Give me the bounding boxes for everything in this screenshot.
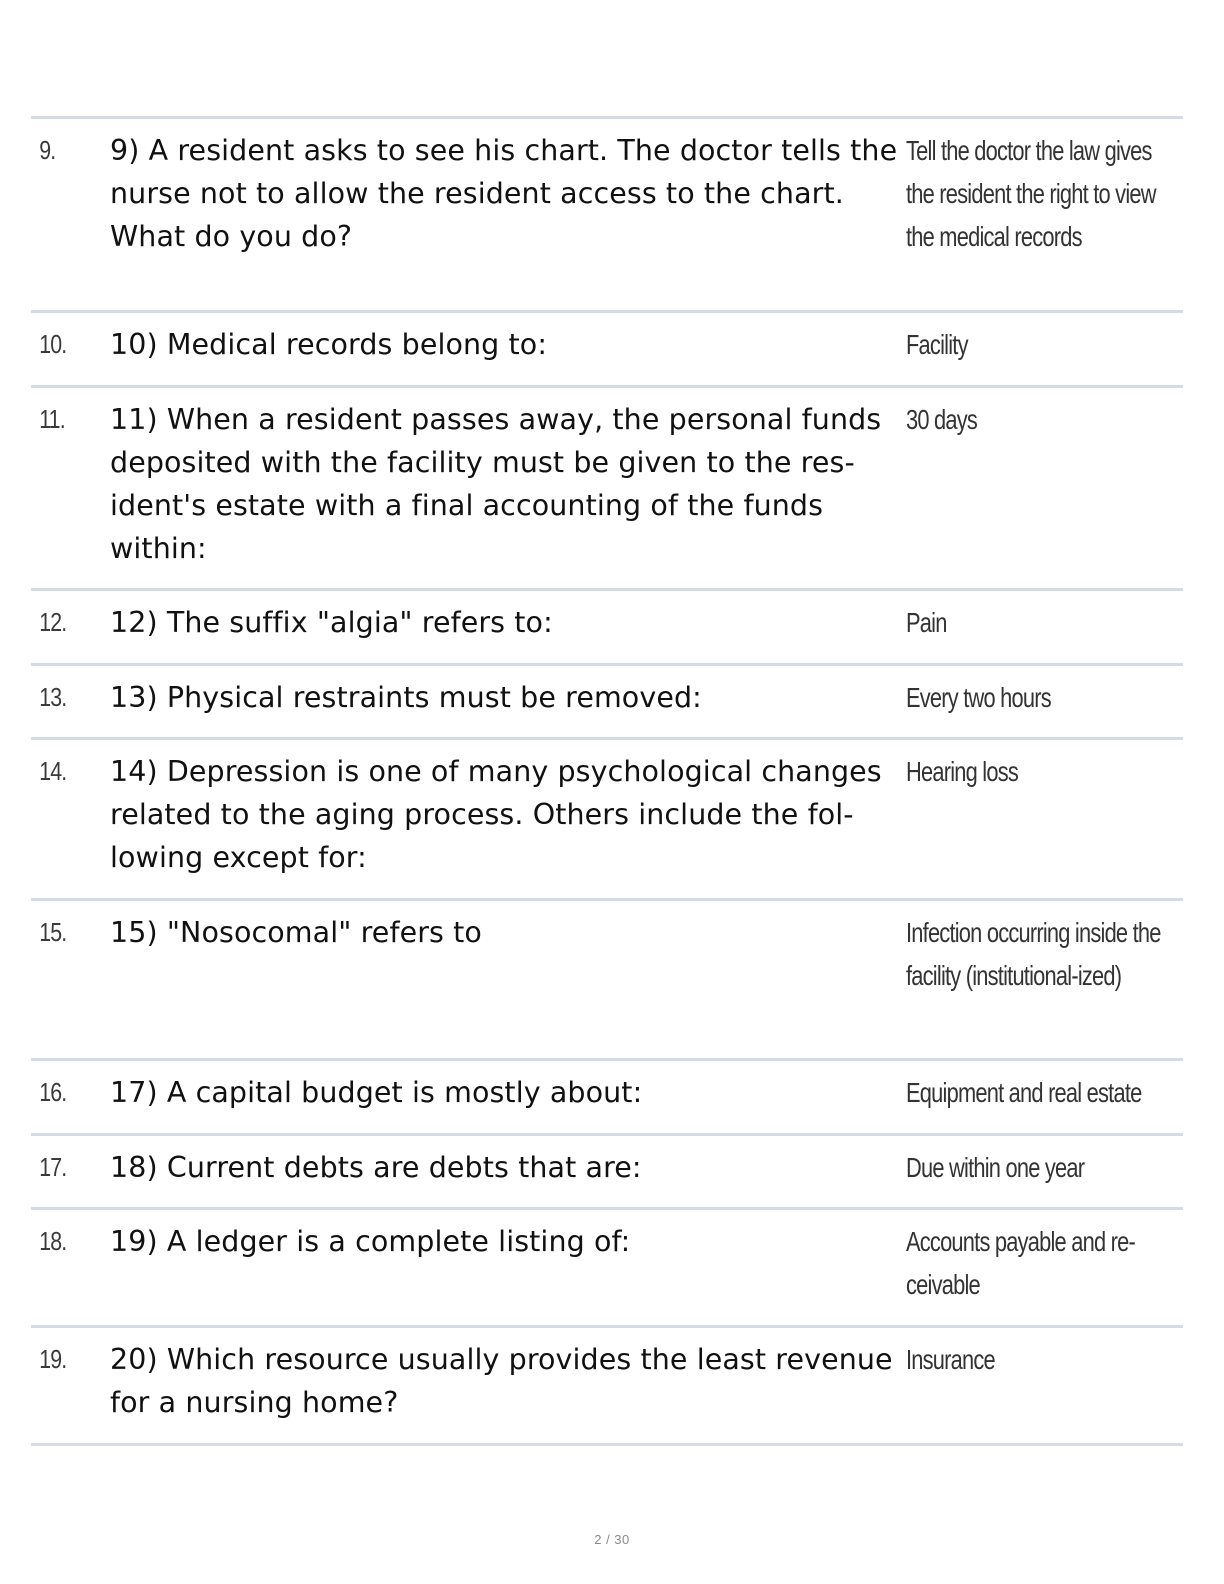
row-number: 10. — [39, 329, 67, 359]
row-number: 18. — [39, 1226, 67, 1256]
row-number: 12. — [39, 607, 67, 637]
row-number: 17. — [39, 1152, 67, 1182]
question-text: 17) A capital budget is mostly about: — [110, 1076, 643, 1109]
answer-text: Infection occurring inside the facility (institutional-ized) — [906, 917, 1161, 991]
row-number: 16. — [39, 1077, 67, 1107]
table-row — [31, 1328, 1183, 1446]
row-number: 15. — [39, 917, 67, 947]
answer-text: Pain — [906, 607, 947, 638]
question-text: 11) When a resident passes away, the personal funds deposited with the facility must be given to the res-ident's estate with a final accounting of the funds within: — [110, 403, 882, 565]
answer-text: Insurance — [906, 1344, 995, 1375]
answer-text: Hearing loss — [906, 756, 1019, 787]
table-row — [31, 1061, 1183, 1136]
answer-text: Every two hours — [906, 682, 1051, 713]
question-text: 10) Medical records belong to: — [110, 328, 548, 361]
table-row — [31, 1136, 1183, 1210]
table-row — [31, 591, 1183, 666]
answer-text: Equipment and real estate — [906, 1077, 1142, 1108]
question-text: 18) Current debts are debts that are: — [110, 1151, 642, 1184]
qa-list — [31, 116, 1183, 1446]
question-text: 14) Depression is one of many psychological changes related to the aging process. Others include the fol-lowing except for: — [110, 755, 882, 874]
answer-text: 30 days — [906, 404, 978, 435]
row-number: 14. — [39, 756, 67, 786]
question-text: 20) Which resource usually provides the least revenue for a nursing home? — [110, 1343, 893, 1419]
row-number: 9. — [39, 135, 56, 165]
answer-text: Accounts payable and re-ceivable — [906, 1226, 1135, 1300]
table-row — [31, 313, 1183, 388]
page-number: 2 / 30 — [594, 1532, 630, 1547]
table-row — [31, 901, 1183, 1061]
table-row — [31, 666, 1183, 740]
table-row — [31, 740, 1183, 901]
question-text: 13) Physical restraints must be removed: — [110, 681, 702, 714]
question-text: 15) "Nosocomal" refers to — [110, 916, 482, 949]
row-number: 19. — [39, 1344, 67, 1374]
table-row — [31, 119, 1183, 313]
question-text: 19) A ledger is a complete listing of: — [110, 1225, 631, 1258]
table-row — [31, 388, 1183, 591]
answer-text: Tell the doctor the law gives the resident the right to view the medical records — [906, 135, 1156, 252]
row-number: 11. — [39, 404, 65, 434]
question-text: 12) The suffix "algia" refers to: — [110, 606, 553, 639]
answer-text: Due within one year — [906, 1152, 1085, 1183]
row-number: 13. — [39, 682, 67, 712]
table-row — [31, 1210, 1183, 1328]
question-text: 9) A resident asks to see his chart. The doctor tells the nurse not to allow the resident access to the chart. What do you do? — [110, 134, 898, 253]
answer-text: Facility — [906, 329, 968, 360]
